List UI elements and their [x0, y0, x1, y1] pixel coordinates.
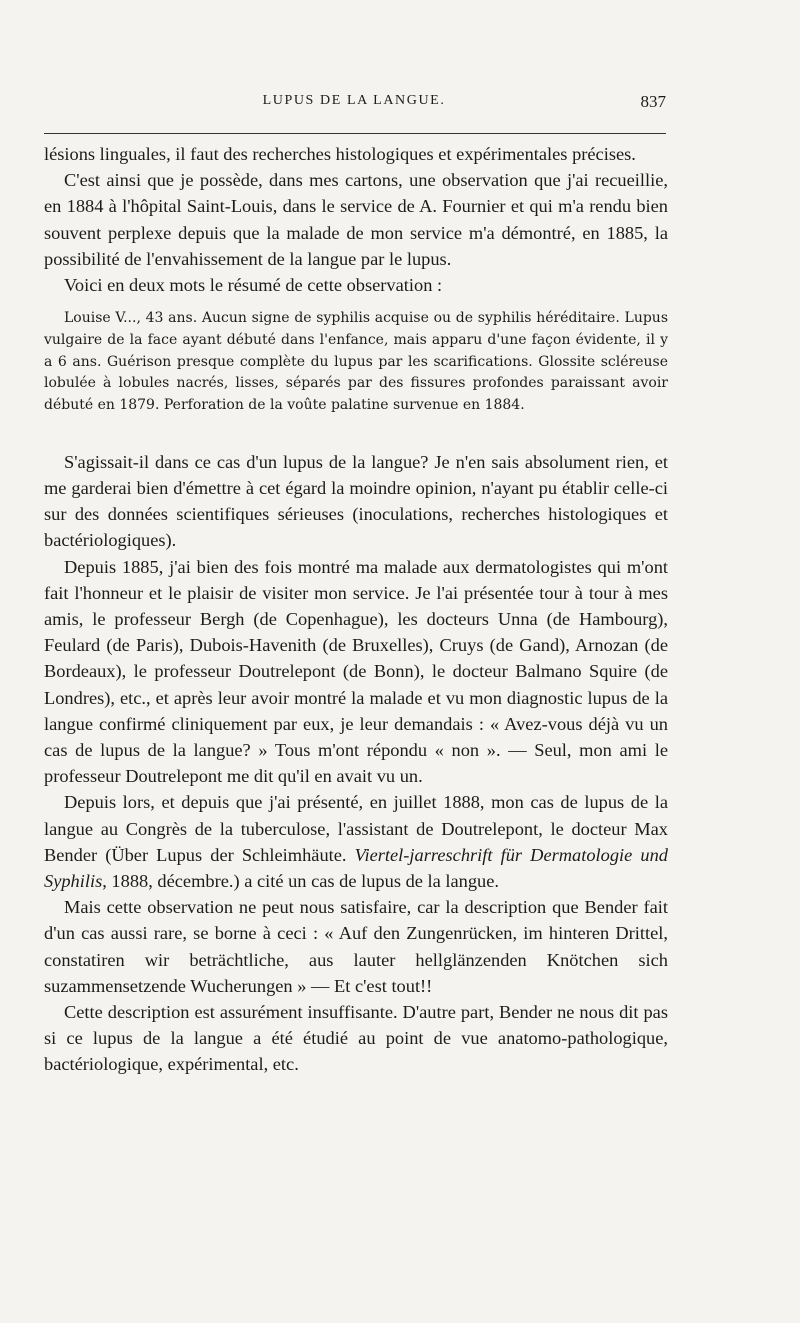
spacer — [44, 417, 668, 449]
paragraph-2: C'est ainsi que je possède, dans mes cartons, une observation que j'ai recueillie, en 1884 à l'hôpital Saint-Louis, dans le service de A. Fournier et qui m'a rendu bien souvent perplexe depuis que la malade de mon service m'a démontré, en 1885, la possibilité de l'envahissement de la langue par le lupus. — [44, 170, 668, 269]
text-body — [44, 141, 668, 1078]
running-title: LUPUS DE LA LANGUE. — [262, 93, 446, 108]
paragraph-7: Mais cette observation ne peut nous satisfaire, car la description que Bender fait d'un cas aussi rare, se borne à ceci : « Auf den Zungenrücken, im hinteren Drittel, constatiren wir beträchtliche, aus lauter hellglänzenden Knötchen sich suzammensetzende Wucherungen » — Et c'est tout!! — [44, 897, 668, 996]
paragraph-8: Cette description est assurément insuffisante. D'autre part, Bender ne nous dit pas si ce lupus de la langue a été étudié au point de vue anatomo-pathologique, bactériologique, expérimental, etc. — [44, 1002, 668, 1075]
paragraph-6 — [44, 789, 668, 894]
paragraph-6-text-after: , 1888, décembre.) a cité un cas de lupus de la langue. — [102, 870, 500, 891]
header-rule — [44, 133, 666, 134]
paragraph-3: Voici en deux mots le résumé de cette observation : — [64, 275, 443, 296]
journal-title: Viertel-jarreschrift für Dermatologie und Syphilis — [44, 844, 668, 891]
paragraph-4: S'agissait-il dans ce cas d'un lupus de la langue? Je n'en sais absolument rien, et me garderai bien d'émettre à cet égard la moindre opinion, n'ayant pu établir celle-ci sur des données scientifiques sérieuses (inoculations, recherches histologiques et bactériologiques). — [44, 451, 668, 551]
page-header — [42, 93, 666, 115]
paragraph-6-text-before: Depuis lors, et depuis que j'ai présenté, en juillet 1888, mon cas de lupus de la langue au Congrès de la tuberculose, l'assistant de Doutrelepont, le docteur Max Bender (Über Lupus der Schleimhäute. — [44, 792, 668, 865]
observation-summary: Louise V..., 43 ans. Aucun signe de syphilis acquise ou de syphilis héréditaire. Lupus vulgaire de la face ayant débuté dans l'enfance, mais apparu d'une façon évidente, il y a 6 ans. Guérison presque complète du lupus par les scarifications. Glossite scléreuse lobulée à lobules nacrés, lisses, séparés par des fissures profondes paraissant avoir débuté en 1879. Perforation de la voûte palatine survenue en 1884. — [44, 310, 668, 414]
page-number: 837 — [640, 92, 666, 111]
paragraph-5: Depuis 1885, j'ai bien des fois montré ma malade aux dermatologistes qui m'ont fait l'honneur et le plaisir de visiter mon service. Je l'ai présentée tour à tour à mes amis, le professeur Bergh (de Copenhague), les docteurs Unna (de Hambourg), Feulard (de Paris), Dubois-Havenith (de Bruxelles), Cruys (de Gand), Arnozan (de Bordeaux), le professeur Doutrelepont (de Bonn), le docteur Balmano Squire (de Londres), etc., et après leur avoir montré la malade et vu mon diagnostic lupus de la langue confirmé cliniquement par eux, je leur demandais : « Avez-vous déjà vu un cas de lupus de la langue? » Tous m'ont répondu « non ». — Seul, mon ami le professeur Doutrelepont me dit qu'il en avait vu un. — [44, 556, 668, 787]
paragraph-1: lésions linguales, il faut des recherches histologiques et expérimentales précises. — [44, 144, 636, 164]
